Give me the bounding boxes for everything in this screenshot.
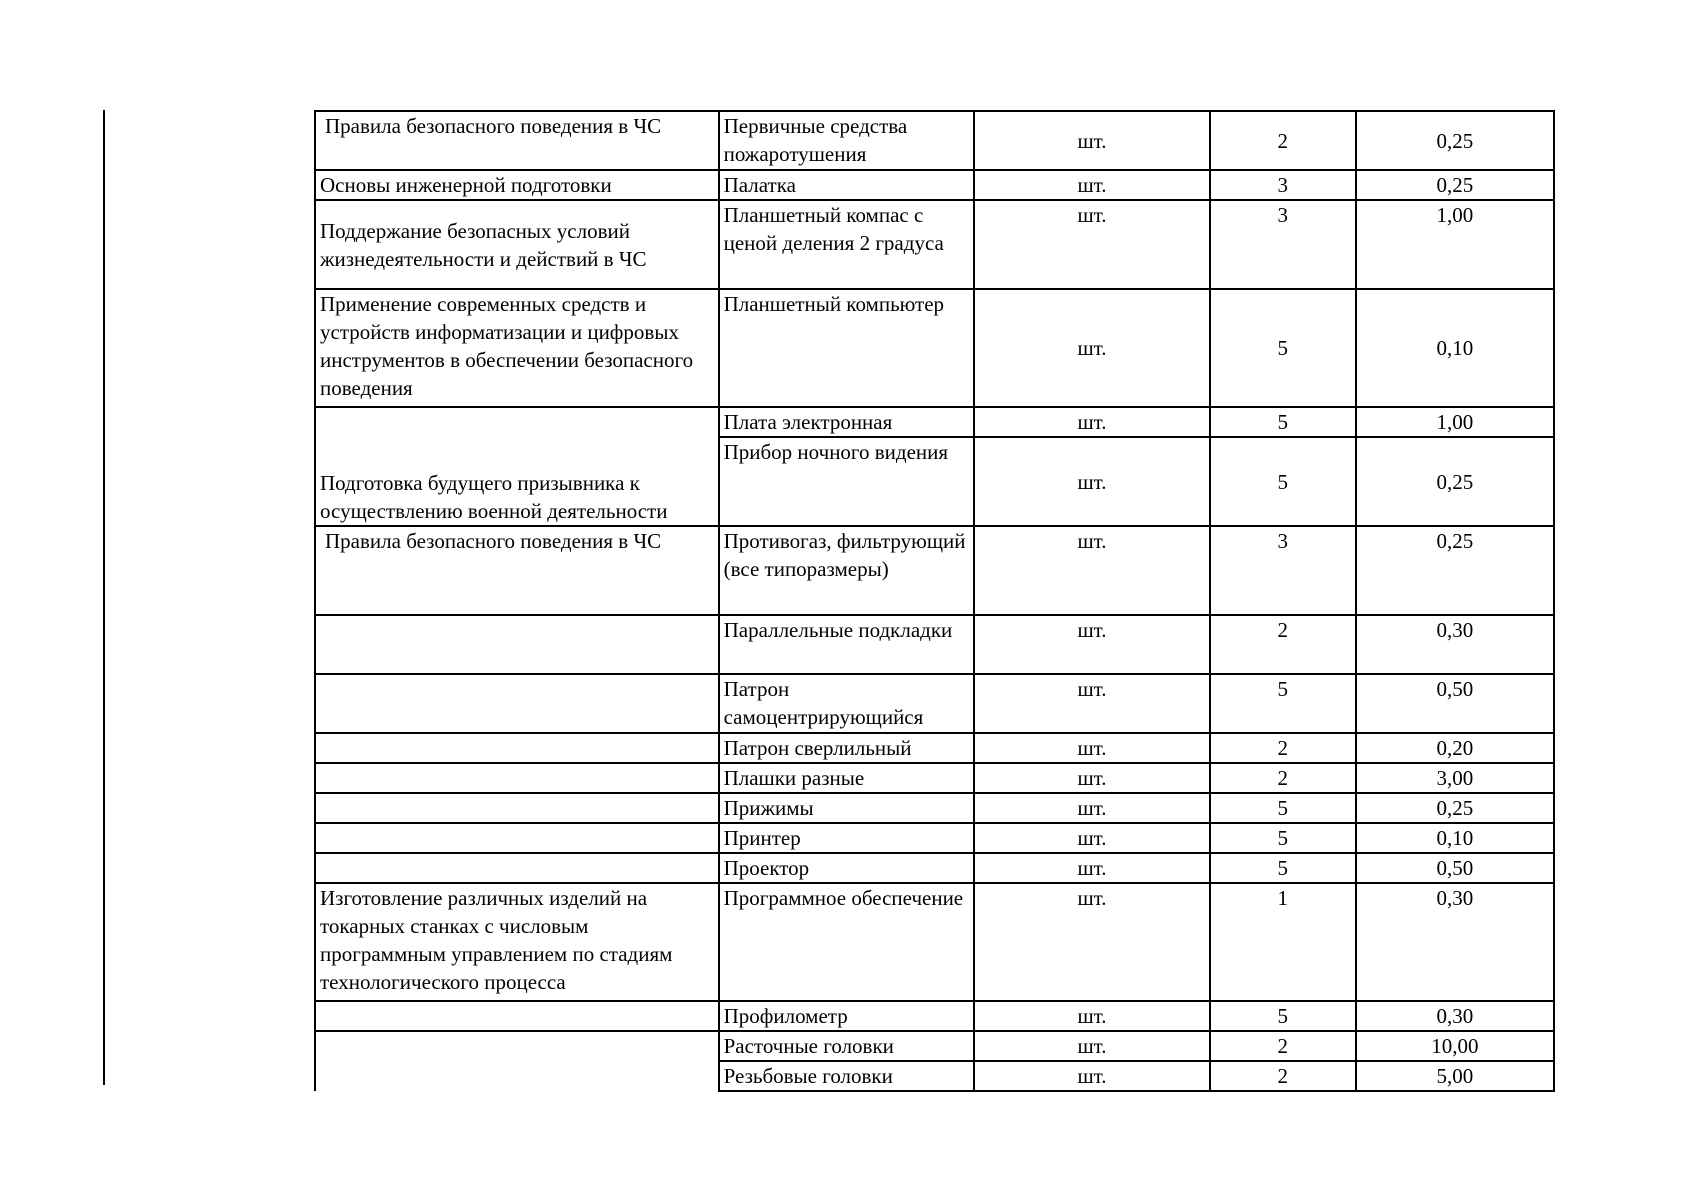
unit-cell: шт.	[974, 823, 1210, 853]
item-cell: Палатка	[719, 170, 975, 200]
quantity-cell: 2	[1210, 111, 1356, 170]
topic-cell	[315, 763, 719, 793]
item-cell: Профилометр	[719, 1001, 975, 1031]
table-row	[315, 733, 1554, 763]
item-cell: Первичные средства пожаротушения	[719, 111, 975, 170]
unit-cell: шт.	[974, 1001, 1210, 1031]
unit-cell: шт.	[974, 170, 1210, 200]
unit-cell: шт.	[974, 853, 1210, 883]
value-cell: 0,25	[1356, 793, 1554, 823]
table-row	[315, 437, 1554, 526]
quantity-cell: 5	[1210, 289, 1356, 407]
table-row	[315, 289, 1554, 407]
quantity-cell: 3	[1210, 200, 1356, 289]
item-cell: Программное обеспечение	[719, 883, 975, 1001]
table-row	[315, 1061, 1554, 1091]
unit-cell: шт.	[974, 200, 1210, 289]
quantity-cell: 5	[1210, 407, 1356, 437]
item-cell: Патрон самоцентрирующийся	[719, 674, 975, 733]
table-row	[315, 200, 1554, 289]
item-cell: Прижимы	[719, 793, 975, 823]
topic-cell: Изготовление различных изделий на токарных станках с числовым программным управлением по стадиям технологического процесса	[315, 883, 719, 1001]
quantity-cell: 2	[1210, 733, 1356, 763]
table-row	[315, 883, 1554, 1001]
topic-cell	[315, 1031, 719, 1061]
unit-cell: шт.	[974, 793, 1210, 823]
item-cell: Проектор	[719, 853, 975, 883]
unit-cell: шт.	[974, 1061, 1210, 1091]
table-row	[315, 111, 1554, 170]
table-row	[315, 853, 1554, 883]
value-cell: 1,00	[1356, 407, 1554, 437]
table-row	[315, 615, 1554, 674]
topic-cell	[315, 853, 719, 883]
topic-cell: Правила безопасного поведения в ЧС	[315, 111, 719, 170]
item-cell: Противогаз, фильтрующий (все типоразмеры)	[719, 526, 975, 615]
value-cell: 0,30	[1356, 1001, 1554, 1031]
topic-cell: Подготовка будущего призывника к осуществлению военной деятельности	[315, 437, 719, 526]
topic-cell	[315, 1001, 719, 1031]
quantity-cell: 5	[1210, 1001, 1356, 1031]
table-row	[315, 526, 1554, 615]
quantity-cell: 1	[1210, 883, 1356, 1001]
topic-cell	[315, 615, 719, 674]
equipment-table	[314, 110, 1555, 1092]
quantity-cell: 5	[1210, 674, 1356, 733]
table-row	[315, 170, 1554, 200]
table-row	[315, 823, 1554, 853]
item-cell: Расточные головки	[719, 1031, 975, 1061]
quantity-cell: 2	[1210, 615, 1356, 674]
value-cell: 0,25	[1356, 111, 1554, 170]
table-row	[315, 763, 1554, 793]
quantity-cell: 5	[1210, 823, 1356, 853]
topic-cell	[315, 1061, 719, 1091]
topic-cell	[315, 823, 719, 853]
value-cell: 0,25	[1356, 437, 1554, 526]
quantity-cell: 2	[1210, 1031, 1356, 1061]
table-row	[315, 1031, 1554, 1061]
unit-cell: шт.	[974, 733, 1210, 763]
topic-cell	[315, 793, 719, 823]
quantity-cell: 2	[1210, 1061, 1356, 1091]
item-cell: Плашки разные	[719, 763, 975, 793]
item-cell: Планшетный компьютер	[719, 289, 975, 407]
topic-cell	[315, 674, 719, 733]
value-cell: 0,10	[1356, 823, 1554, 853]
item-cell: Планшетный компас с ценой деления 2 градуса	[719, 200, 975, 289]
unit-cell: шт.	[974, 674, 1210, 733]
item-cell: Прибор ночного видения	[719, 437, 975, 526]
value-cell: 0,20	[1356, 733, 1554, 763]
table-row	[315, 1001, 1554, 1031]
topic-cell	[315, 407, 719, 437]
unit-cell: шт.	[974, 1031, 1210, 1061]
topic-cell: Основы инженерной подготовки	[315, 170, 719, 200]
unit-cell: шт.	[974, 615, 1210, 674]
left-margin-rule	[103, 110, 105, 1085]
quantity-cell: 5	[1210, 793, 1356, 823]
unit-cell: шт.	[974, 526, 1210, 615]
value-cell: 10,00	[1356, 1031, 1554, 1061]
unit-cell: шт.	[974, 407, 1210, 437]
unit-cell: шт.	[974, 111, 1210, 170]
value-cell: 0,30	[1356, 883, 1554, 1001]
topic-cell: Поддержание безопасных условий жизнедеятельности и действий в ЧС	[315, 200, 719, 289]
value-cell: 5,00	[1356, 1061, 1554, 1091]
quantity-cell: 2	[1210, 763, 1356, 793]
value-cell: 0,10	[1356, 289, 1554, 407]
item-cell: Резьбовые головки	[719, 1061, 975, 1091]
value-cell: 3,00	[1356, 763, 1554, 793]
topic-cell: Применение современных средств и устройств информатизации и цифровых инструментов в обеспечении безопасного поведения	[315, 289, 719, 407]
item-cell: Плата электронная	[719, 407, 975, 437]
topic-cell	[315, 733, 719, 763]
quantity-cell: 3	[1210, 170, 1356, 200]
quantity-cell: 3	[1210, 526, 1356, 615]
unit-cell: шт.	[974, 437, 1210, 526]
value-cell: 0,50	[1356, 674, 1554, 733]
table-row	[315, 674, 1554, 733]
item-cell: Параллельные подкладки	[719, 615, 975, 674]
table-row	[315, 407, 1554, 437]
value-cell: 1,00	[1356, 200, 1554, 289]
item-cell: Принтер	[719, 823, 975, 853]
topic-cell: Правила безопасного поведения в ЧС	[315, 526, 719, 615]
value-cell: 0,25	[1356, 170, 1554, 200]
quantity-cell: 5	[1210, 853, 1356, 883]
item-cell: Патрон сверлильный	[719, 733, 975, 763]
quantity-cell: 5	[1210, 437, 1356, 526]
unit-cell: шт.	[974, 883, 1210, 1001]
value-cell: 0,50	[1356, 853, 1554, 883]
unit-cell: шт.	[974, 289, 1210, 407]
value-cell: 0,25	[1356, 526, 1554, 615]
unit-cell: шт.	[974, 763, 1210, 793]
value-cell: 0,30	[1356, 615, 1554, 674]
table-row	[315, 793, 1554, 823]
